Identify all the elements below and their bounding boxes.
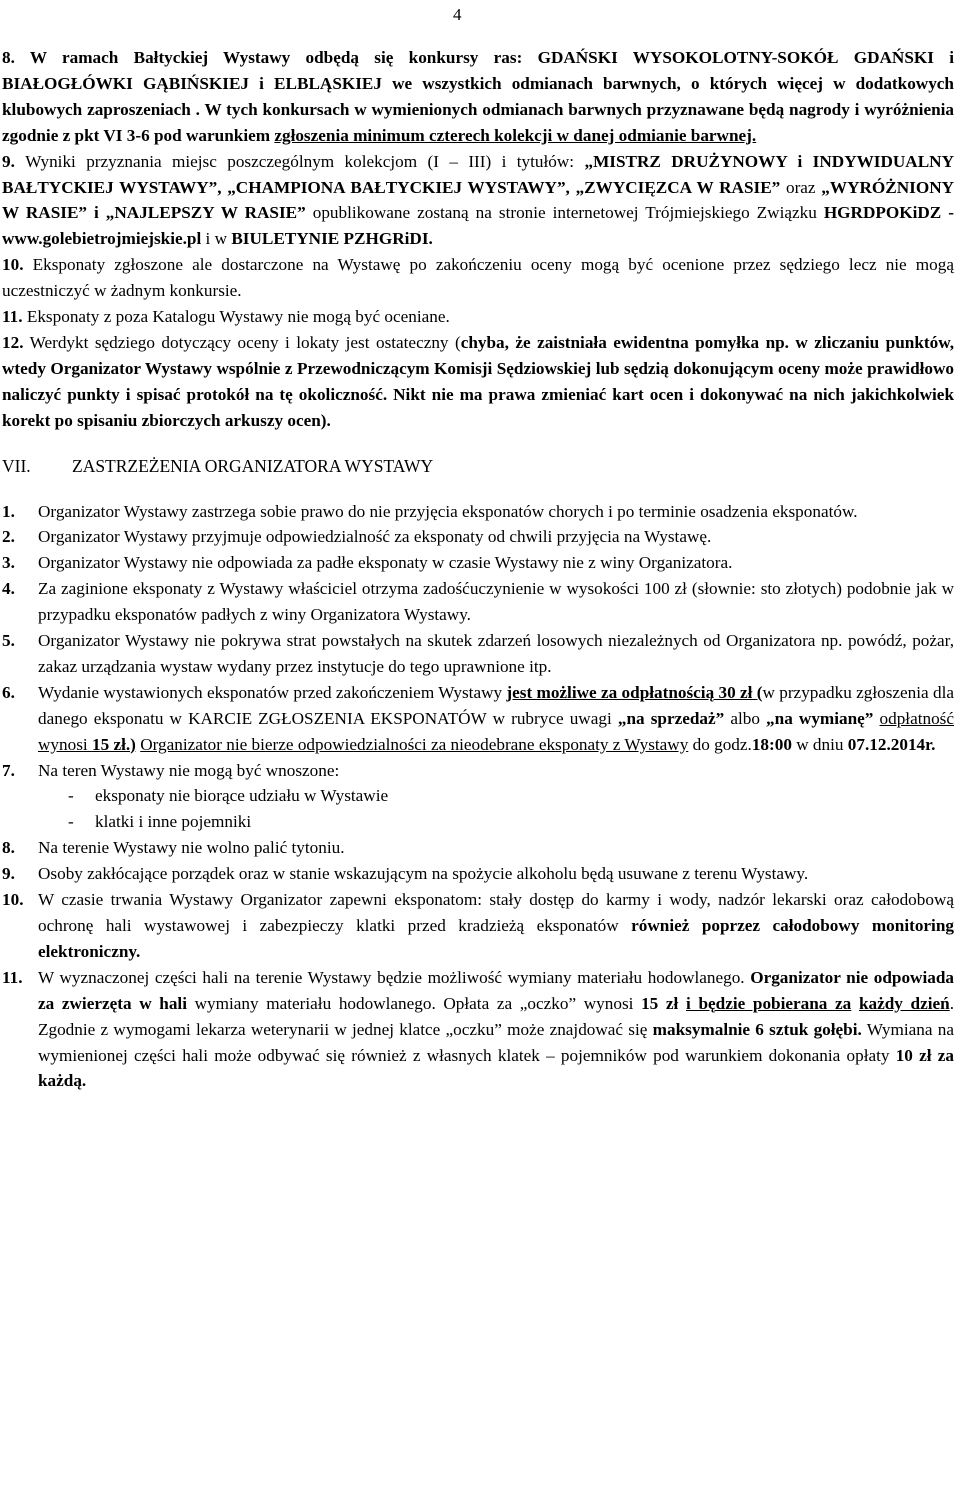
text-run: Organizator nie odpowiada za zwierzęta w hali [38, 967, 954, 1013]
text-run: w przypadku zgłoszenia dla danego eksponatu w KARCIE ZGŁOSZENIA EKSPONATÓW w rubryce uwagi [38, 682, 954, 728]
text-run: Na teren Wystawy nie mogą być wnoszone: [38, 760, 340, 780]
text-run: do godz. [688, 734, 752, 754]
item-number: 6. [2, 682, 15, 702]
item-number: 3. [2, 553, 15, 573]
item-text [38, 887, 954, 965]
item-number: 5. [2, 631, 15, 651]
paragraph [2, 252, 954, 304]
text-run: i w [201, 229, 232, 249]
dash-item [2, 783, 954, 809]
text-run: zgłoszenia minimum czterech kolekcji w danej odmianie barwnej. [274, 125, 757, 145]
text-run: każdy dzień [858, 993, 950, 1013]
text-run [851, 994, 859, 1013]
text-run: Eksponaty z poza Katalogu Wystawy nie mogą być oceniane. [22, 307, 450, 327]
text-run: oraz [780, 177, 822, 197]
list-item [2, 680, 954, 758]
text-run: . Zgodnie z wymogami lekarza weterynarii w jednej klatce „oczku” może znajdować się [38, 993, 954, 1039]
text-run: 18:00 [751, 734, 792, 754]
paragraph [2, 330, 954, 434]
item-number: 8. [2, 838, 15, 858]
text-run: 15 zł.) [91, 734, 136, 754]
text-run: HGRDPOKiDZ - www.golebietrojmiejskie.pl [2, 203, 954, 249]
text-run: albo [724, 708, 767, 728]
dash-text: klatki i inne pojemniki [95, 812, 252, 832]
item-number: 11. [2, 967, 23, 987]
text-run: maksymalnie 6 sztuk gołębi. [652, 1019, 862, 1039]
item-number: 4. [2, 579, 15, 599]
paragraph [2, 149, 954, 253]
item-number: 9. [2, 864, 15, 884]
text-run: Wyniki przyznania miejsc poszczególnym kolekcjom (I – III) i tytułów: [25, 151, 585, 171]
text-run: 12. [2, 332, 24, 352]
text-run: „MISTRZ DRUŻYNOWY i INDYWIDUALNY BAŁTYCKIEJ WYSTAWY”, „CHAMPIONA BAŁTYCKIEJ WYSTAWY”, „ZWYCIĘZCA W RASIE” [2, 151, 955, 197]
text-run: Organizator nie bierze odpowiedzialności za nieodebrane eksponaty z Wystawy [140, 734, 689, 754]
item-text [38, 835, 954, 861]
list-item [2, 835, 954, 861]
list-item [2, 861, 954, 887]
text-run: „na wymianę” [766, 708, 874, 728]
text-run: i będzie pobierana za [686, 993, 852, 1013]
list-item [2, 524, 954, 550]
dash-item [2, 809, 954, 835]
text-run: Wymiana na wymienionej części hali może odbywać się również z własnych klatek – pojemników pod warunkiem dokonania opłaty [38, 1019, 954, 1065]
reservations-list [2, 499, 954, 1095]
text-run: 15 zł [641, 993, 679, 1013]
list-item [2, 576, 954, 628]
text-run: 10. [2, 255, 24, 275]
dash-marker: - [68, 786, 74, 806]
text-run: Organizator Wystawy nie odpowiada za padłe eksponaty w czasie Wystawy nie z winy Organizatora. [38, 553, 733, 573]
text-run: wymiany materiału hodowlanego. Opłata za „oczko” wynosi [186, 993, 642, 1013]
text-run: w dniu [791, 734, 848, 754]
rules-continued [2, 45, 954, 434]
item-text [38, 861, 954, 887]
item-number: 2. [2, 527, 15, 547]
text-run: 07.12.2014r. [847, 734, 936, 754]
text-run: jest możliwe za odpłatnością 30 zł ( [506, 682, 763, 702]
text-run: odpłatność wynosi [38, 708, 954, 754]
item-text [38, 550, 954, 576]
page-number: 4 [453, 5, 462, 24]
text-run: Organizator Wystawy przyjmuje odpowiedzialność za eksponaty od chwili przyjęcia na Wystawę. [38, 527, 712, 547]
text-run: Werdykt sędziego dotyczący oceny i lokaty jest ostateczny ( [23, 332, 461, 352]
text-run: Organizator Wystawy nie pokrywa strat powstałych na skutek zdarzeń losowych niezależnych od Organizatora np. powódź, pożar, zakaz urządzania wystaw wydany przez instytucje do tego uprawnione itp. [38, 631, 954, 676]
item-text [38, 524, 954, 550]
item-text [38, 680, 954, 758]
text-run: 11. [2, 307, 23, 327]
list-item [2, 965, 954, 1095]
list-item [2, 550, 954, 576]
document-body [2, 45, 954, 1094]
text-run: Organizator Wystawy zastrzega sobie prawo do nie przyjęcia eksponatów chorych i po terminie osadzenia eksponatów. [38, 501, 858, 521]
list-item [2, 887, 954, 965]
dash-text: eksponaty nie biorące udziału w Wystawie [95, 786, 389, 806]
item-text [38, 576, 954, 628]
paragraph [2, 304, 954, 330]
item-number: 1. [2, 501, 15, 521]
text-run [678, 994, 686, 1013]
text-run: „na sprzedaż” [617, 708, 725, 728]
text-run: W wyznaczonej części hali na terenie Wystawy będzie możliwość wymiany materiału hodowlanego. [38, 967, 751, 987]
item-text [38, 628, 954, 680]
text-run: W ramach Bałtyckiej Wystawy odbędą się konkursy ras: GDAŃSKI WYSOKOLOTNY-SOKÓŁ GDAŃSKI i BIAŁOGŁÓWKI GĄBIŃSKIEJ i ELBLĄSKIEJ we wszystkich odmianach barwnych, o których więcej w dodatkowych klubowych zaproszeniach . W tych konkursach w wymienionych odmianach barwnych przyznawane będą nagrody i wyróżnienia zgodnie z pkt VI 3-6 pod warunkiem [2, 48, 954, 145]
section-heading [2, 454, 954, 480]
section-title: ZASTRZEŻENIA ORGANIZATORA WYSTAWY [72, 455, 434, 476]
text-run: Na terenie Wystawy nie wolno palić tytoniu. [38, 838, 345, 858]
text-run: opublikowane zostaną na stronie internetowej Trójmiejskiego Związku [305, 203, 824, 223]
item-number: 10. [2, 890, 24, 910]
list-item [2, 628, 954, 680]
text-run: Osoby zakłócające porządek oraz w stanie wskazującym na spożycie alkoholu będą usuwane z terenu Wystawy. [38, 864, 809, 884]
item-text [38, 758, 954, 784]
text-run: Wydanie wystawionych eksponatów przed zakończeniem Wystawy [38, 682, 507, 702]
item-text [38, 965, 954, 1095]
text-run: 10 zł za każdą. [38, 1045, 954, 1091]
item-number: 7. [2, 760, 15, 780]
text-run: „WYRÓŻNIONY W RASIE” i „NAJLEPSZY W RASIE” [2, 177, 955, 223]
text-run: Eksponaty zgłoszone ale dostarczone na Wystawę po zakończeniu oceny mogą być ocenione przez sędziego lecz nie mogą uczestniczyć w żadnym konkursie. [2, 255, 954, 301]
text-run: BIULETYNIE PZHGRiDI. [231, 229, 433, 249]
text-run: również poprzez całodobowy monitoring elektroniczny. [38, 916, 954, 961]
text-run: 8. [2, 48, 15, 67]
text-run: Za zaginione eksponaty z Wystawy właściciel otrzyma zadośćuczynienie w wysokości 100 zł (słownie: sto złotych) podobnie jak w przypadku eksponatów padłych z winy Organizatora Wystawy. [38, 579, 954, 625]
paragraph [2, 45, 954, 149]
text-run: chyba, że zaistniała ewidentna pomyłka np. w zliczaniu punktów, wtedy Organizator Wystawy wspólnie z Przewodniczącym Komisji Sędziowskiej lub sędzią dokonującym oceny może prawidłowo naliczyć punkty i spisać protokół na tę okoliczność. Nikt nie ma prawa zmieniać kart ocen i dokonywać na nich jakichkolwiek korekt po spisaniu zbiorczych arkuszy ocen). [2, 332, 954, 430]
list-item [2, 758, 954, 784]
list-item [2, 499, 954, 525]
text-run: W czasie trwania Wystawy Organizator zapewni eksponatom: stały dostęp do karmy i wody, nadzór lekarski oraz całodobową ochronę hali wystawowej i zabezpieczy klatki przed kradzieżą eksponatów [38, 890, 954, 935]
section-number: VII. [2, 455, 31, 476]
dash-marker: - [68, 812, 74, 832]
text-run: 9. [2, 151, 26, 171]
item-text [38, 499, 954, 525]
